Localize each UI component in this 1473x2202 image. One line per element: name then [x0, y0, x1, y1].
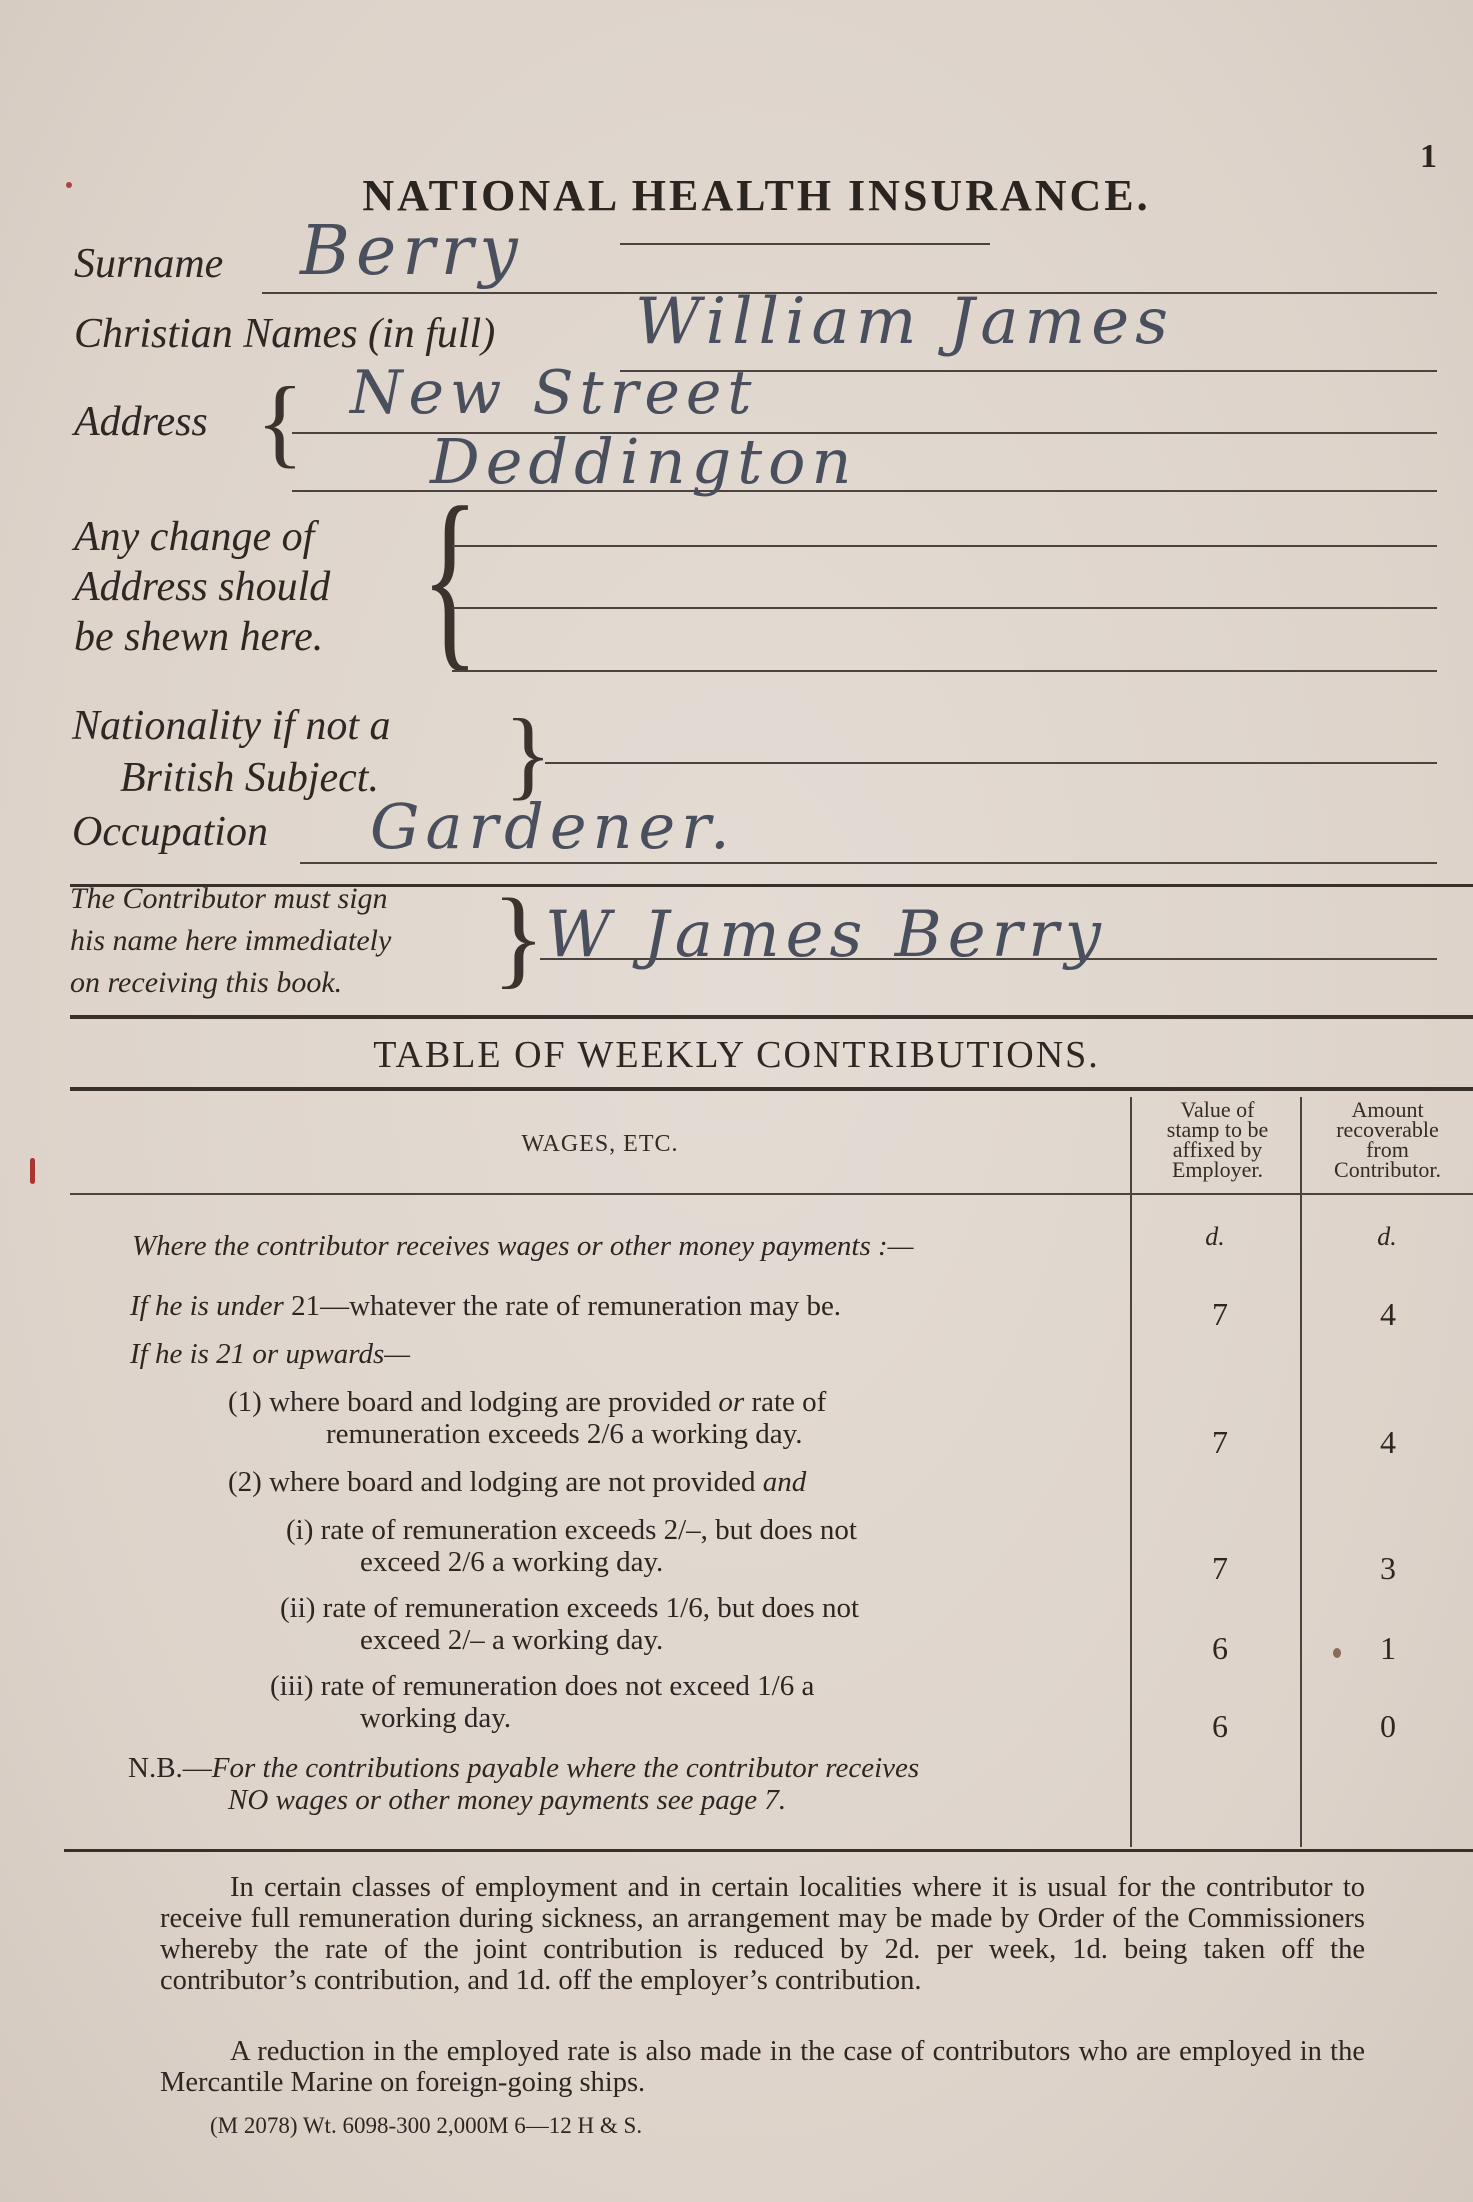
christian-names-value: William James: [635, 285, 1174, 359]
change-address-line-2: [452, 607, 1437, 609]
title-rule: [620, 243, 990, 245]
amount-row-2i: 3: [1380, 1550, 1396, 1586]
signature-value: W James Berry: [545, 898, 1107, 972]
signature-instruction: The Contributor must sign his name here immediately on receiving this book.: [70, 882, 392, 999]
table-header-rule: [70, 1087, 1473, 1091]
value-row-2ii: 6: [1212, 1630, 1228, 1666]
surname-value: Berry: [300, 212, 524, 291]
nationality-label: Nationality if not a British Subject.: [72, 703, 391, 801]
row-1-line-2: remuneration exceeds 2/6 a working day.: [326, 1418, 803, 1450]
row-1-line-1: (1) where board and lodging are provided or rate of: [228, 1386, 827, 1418]
row-2i-line-1: (i) rate of remuneration exceeds 2/–, but does not: [286, 1514, 857, 1546]
occupation-value: Gardener.: [370, 790, 736, 863]
address-brace: {: [256, 366, 304, 477]
col-divider-1: [1130, 1097, 1132, 1847]
note-paragraph-1: In certain classes of employment and in certain localities where it is usual for the contributor to receive full remuneration during sickness, an arrangement may be made by Order of the Commissioners whereby the rate of the joint contribution is reduced by 2d. per week, 1d. being taken off the contributor’s contribution, and 1d. off the employer’s contribution.: [160, 1872, 1365, 1996]
paper-speck: [66, 182, 72, 188]
intro-text: Where the contributor receives wages or other money payments :—: [132, 1230, 914, 1262]
amount-row-2iii: 0: [1380, 1708, 1396, 1744]
change-address-line-3: [452, 670, 1437, 672]
change-address-label: Any change of Address should be shewn here.: [74, 514, 331, 660]
row-21-upwards: If he is 21 or upwards—: [130, 1338, 411, 1370]
unit-amount: d.: [1377, 1222, 1397, 1251]
change-address-brace: {: [421, 467, 479, 688]
occupation-label: Occupation: [72, 809, 268, 855]
value-under-21: 7: [1212, 1296, 1228, 1332]
paper-speck: [1333, 1648, 1341, 1658]
surname-label: Surname: [74, 241, 224, 287]
note-paragraph-2: A reduction in the employed rate is also made in the case of contributors who are employed in the Mercantile Marine on foreign-going ships.: [160, 2036, 1365, 2098]
row-2iii-line-2: working day.: [360, 1702, 512, 1734]
col-header-wages: WAGES, ETC.: [521, 1131, 679, 1157]
col-header-value: Value of stamp to be affixed by Employer.: [1166, 1097, 1269, 1182]
address-label: Address: [74, 399, 208, 445]
amount-row-2ii: 1: [1380, 1630, 1396, 1666]
signature-brace: {: [492, 876, 545, 998]
address-line2-value: Deddington: [430, 425, 858, 498]
row-2i-line-2: exceed 2/6 a working day.: [360, 1546, 664, 1578]
amount-under-21: 4: [1380, 1296, 1396, 1332]
value-row-1: 7: [1212, 1424, 1228, 1460]
nationality-brace: {: [504, 698, 552, 809]
column-header-rule: [70, 1193, 1473, 1195]
row-under-21: If he is under 21—whatever the rate of remuneration may be.: [130, 1290, 842, 1322]
address-line1-value: New Street: [350, 358, 758, 428]
col-header-amount: Amount recoverable from Contributor.: [1334, 1097, 1441, 1182]
page-number: 1: [1420, 138, 1437, 175]
nationality-line: [545, 762, 1437, 764]
amount-row-1: 4: [1380, 1424, 1396, 1460]
row-2-line: (2) where board and lodging are not provided and: [228, 1466, 807, 1498]
change-address-line-1: [452, 545, 1437, 547]
christian-names-label: Christian Names (in full): [74, 311, 496, 357]
row-2ii-line-2: exceed 2/– a working day.: [360, 1624, 664, 1656]
page-title: NATIONAL HEALTH INSURANCE.: [362, 171, 1151, 220]
table-bottom-rule: [64, 1849, 1473, 1852]
col-divider-2: [1300, 1097, 1302, 1847]
nb-line-1: N.B.—For the contributions payable where the contributor receives: [128, 1752, 920, 1784]
paper-mark: [30, 1158, 35, 1184]
print-footer: (M 2078) Wt. 6098-300 2,000M 6—12 H & S.: [210, 2113, 643, 2138]
table-top-rule: [70, 1015, 1473, 1019]
row-2ii-line-1: (ii) rate of remuneration exceeds 1/6, but does not: [280, 1592, 859, 1624]
table-title: TABLE OF WEEKLY CONTRIBUTIONS.: [373, 1034, 1100, 1076]
row-2iii-line-1: (iii) rate of remuneration does not exceed 1/6 a: [270, 1670, 815, 1702]
nb-line-2: NO wages or other money payments see page 7.: [228, 1784, 787, 1816]
value-row-2i: 7: [1212, 1550, 1228, 1586]
unit-value: d.: [1205, 1222, 1225, 1251]
value-row-2iii: 6: [1212, 1708, 1228, 1744]
